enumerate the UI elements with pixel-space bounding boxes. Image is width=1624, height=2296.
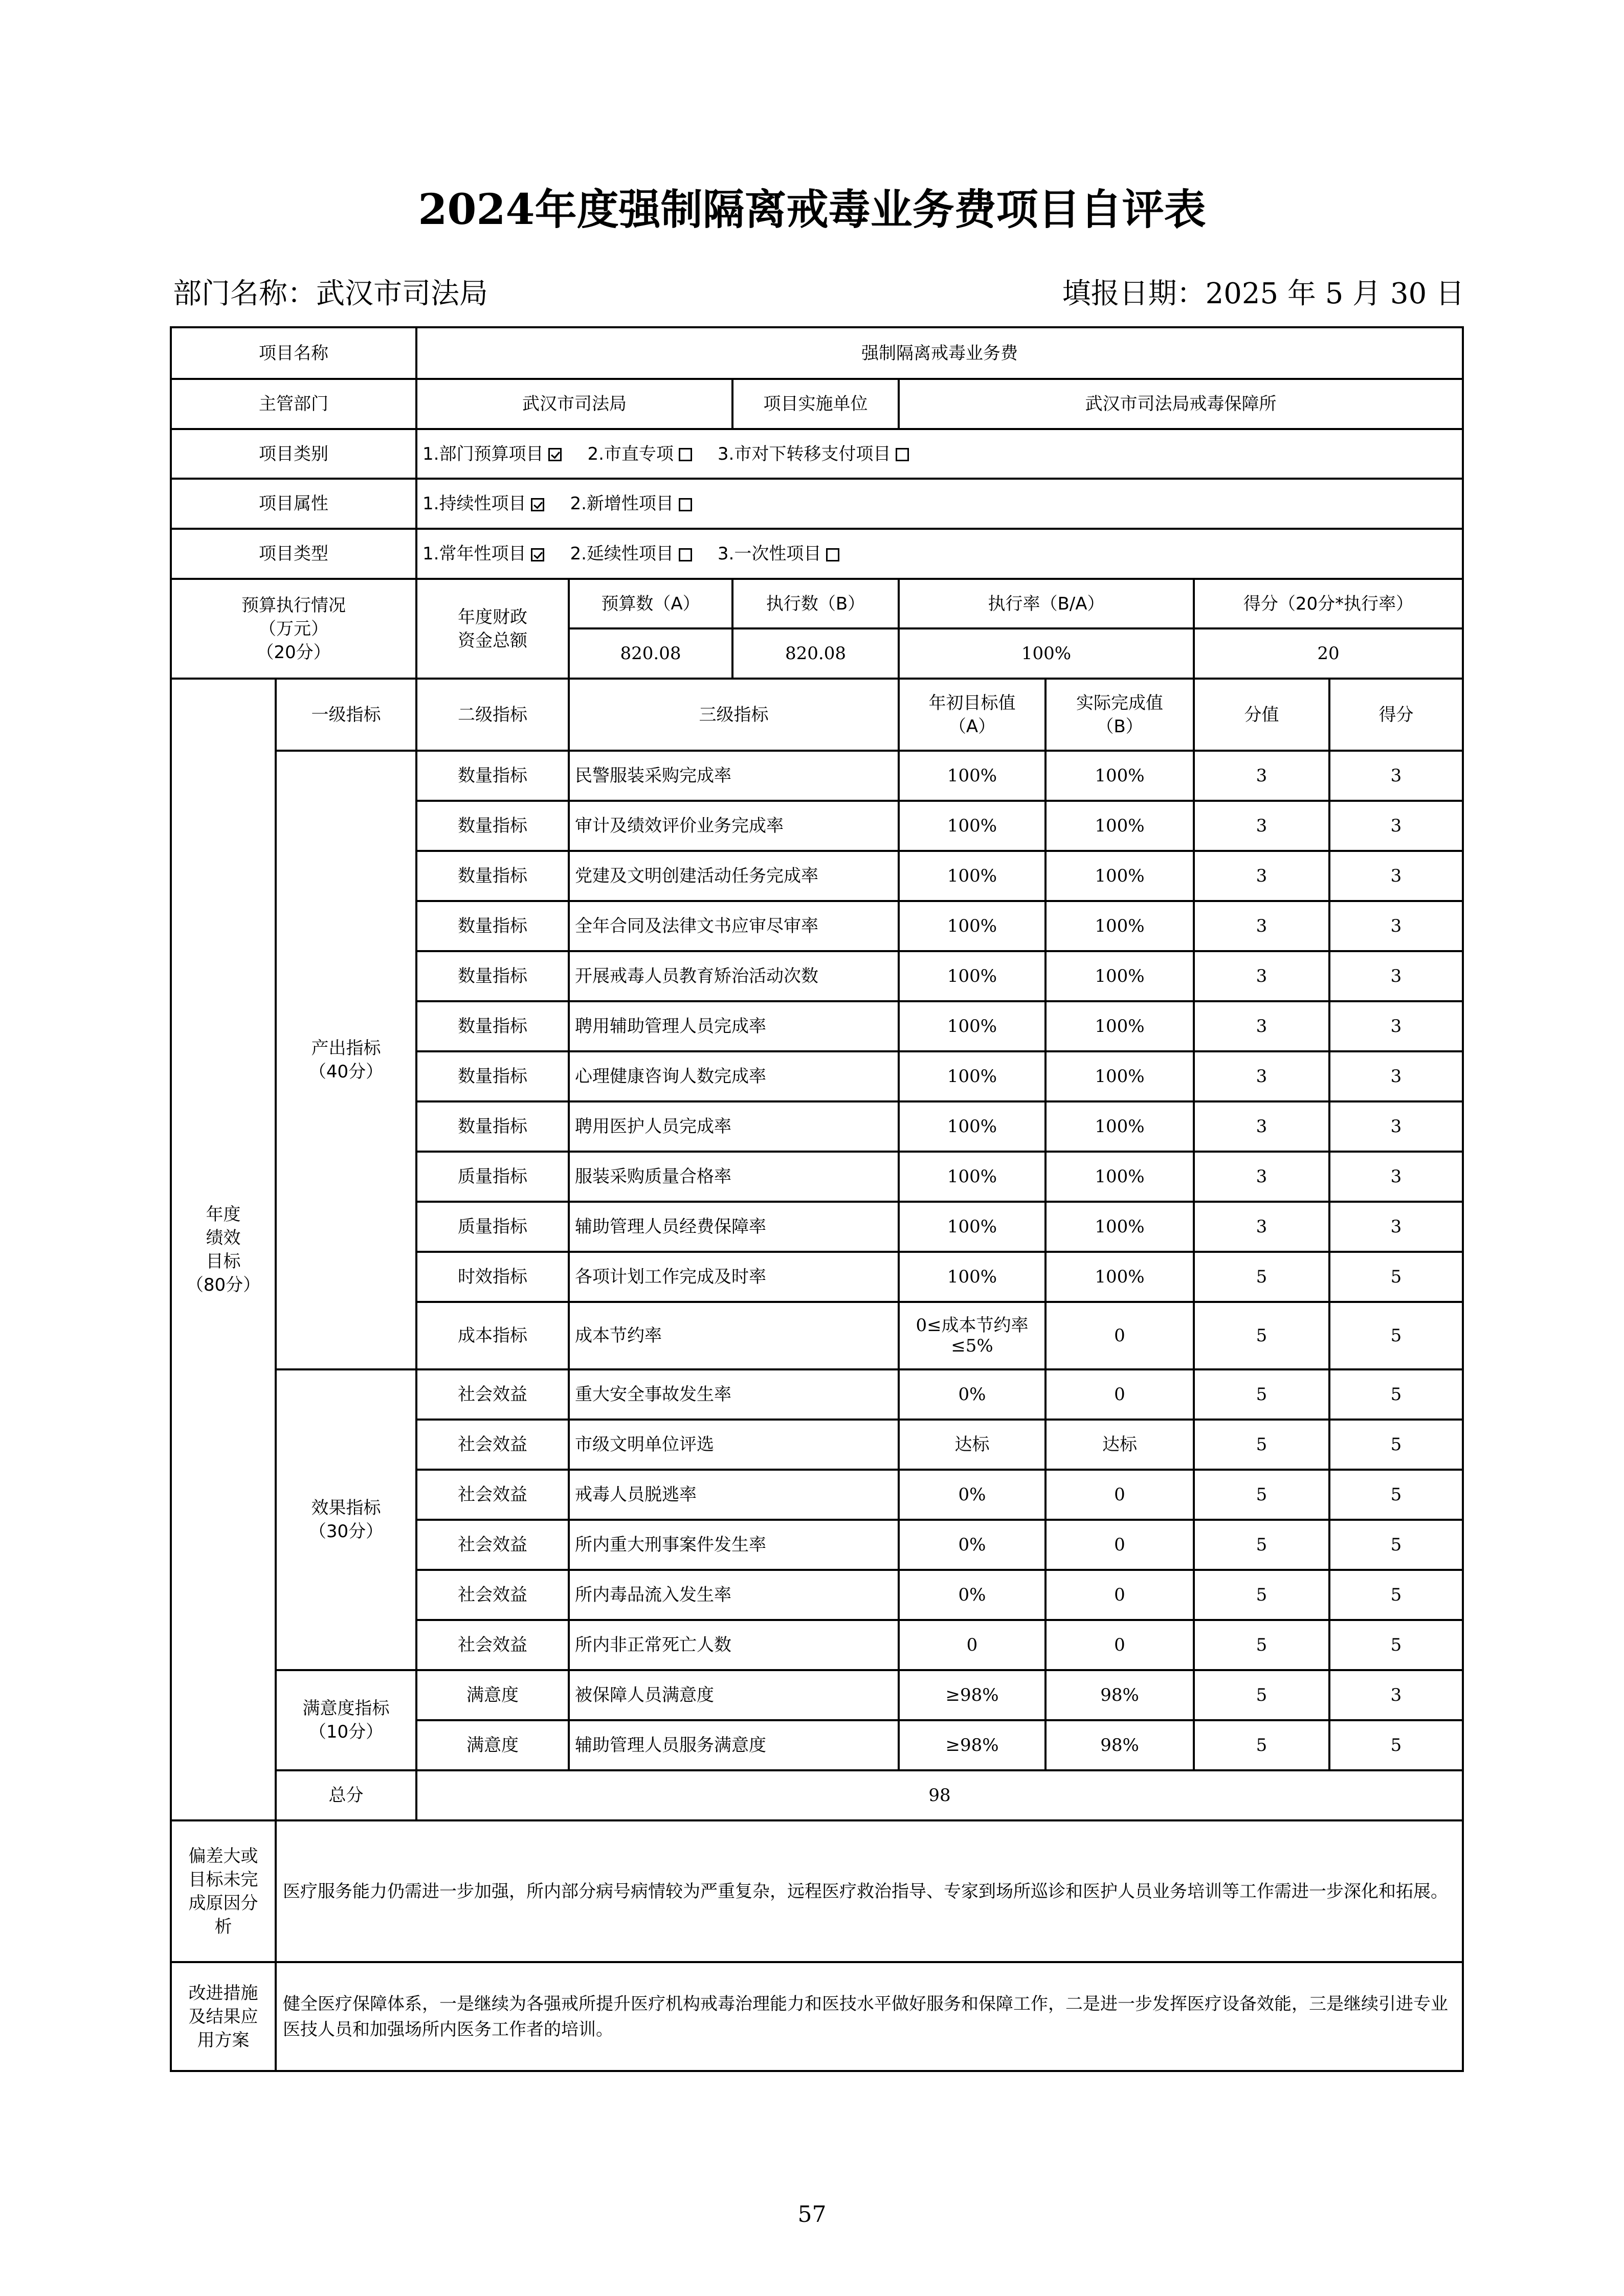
row-project-name — [171, 327, 1463, 379]
option-item — [422, 492, 549, 515]
level2-indicator: 数量指标 — [416, 851, 569, 901]
row-budget-head — [171, 579, 1463, 628]
option-label: 3.一次性项目 — [717, 544, 821, 564]
label-budget — [171, 579, 416, 679]
score-value: 5 — [1329, 1620, 1463, 1670]
target-value: 100% — [899, 1202, 1045, 1252]
target-value: 100% — [899, 1001, 1045, 1051]
actual-value: 0 — [1045, 1520, 1194, 1570]
level2-indicator: 数量指标 — [416, 751, 569, 801]
weight-value: 3 — [1194, 1202, 1329, 1252]
weight-value: 5 — [1194, 1670, 1329, 1720]
row-total — [171, 1770, 1463, 1820]
label-total: 总分 — [276, 1770, 416, 1820]
level3-indicator: 所内毒品流入发生率 — [569, 1570, 899, 1620]
actual-value: 100% — [1045, 1252, 1194, 1302]
level3-indicator: 聘用辅助管理人员完成率 — [569, 1001, 899, 1051]
option-label: 2.市直专项 — [587, 443, 674, 464]
weight-value: 3 — [1194, 1051, 1329, 1101]
row-perf-head — [171, 679, 1463, 751]
actual-value: 100% — [1045, 1101, 1194, 1152]
target-value: 100% — [899, 1252, 1045, 1302]
header-score: 得分 — [1329, 679, 1463, 751]
target-value: 100% — [899, 901, 1045, 951]
actual-value: 100% — [1045, 751, 1194, 801]
level3-indicator: 党建及文明创建活动任务完成率 — [569, 851, 899, 901]
score-value: 3 — [1329, 1051, 1463, 1101]
target-value: 0 — [899, 1620, 1045, 1670]
checked-box-icon[interactable] — [531, 498, 544, 511]
level3-indicator: 辅助管理人员经费保障率 — [569, 1202, 899, 1252]
option-item — [718, 542, 844, 566]
target-value: 100% — [899, 851, 1045, 901]
actual-value: 0 — [1045, 1302, 1194, 1369]
label-line: 及结果应 — [188, 2006, 258, 2027]
header-target — [899, 679, 1045, 751]
label-line: （20分） — [256, 642, 331, 663]
level2-indicator: 质量指标 — [416, 1152, 569, 1202]
level3-indicator: 全年合同及法律文书应审尽审率 — [569, 901, 899, 951]
level2-indicator: 成本指标 — [416, 1302, 569, 1369]
option-label: 1.常年性项目 — [422, 544, 526, 564]
deviation-text: 医疗服务能力仍需进一步加强，所内部分病号病情较为严重复杂，远程医疗救治指导、专家到场所巡诊和医护人员业务培训等工作需进一步深化和拓展。 — [276, 1820, 1463, 1962]
label-perf — [171, 679, 276, 1820]
row-category — [171, 429, 1463, 479]
score-value: 3 — [1329, 1101, 1463, 1152]
label-line: 成原因分 — [188, 1893, 258, 1914]
header-exec-b: 执行数（B） — [732, 579, 899, 628]
header-level3: 三级指标 — [569, 679, 899, 751]
category-options — [416, 429, 1463, 479]
label-line: 年度 — [206, 1204, 241, 1225]
level3-indicator: 各项计划工作完成及时率 — [569, 1252, 899, 1302]
weight-value: 3 — [1194, 1152, 1329, 1202]
weight-value: 5 — [1194, 1369, 1329, 1420]
weight-value: 3 — [1194, 1101, 1329, 1152]
indicator-row — [171, 1670, 1463, 1720]
target-value: 0≤成本节约率≤5% — [899, 1302, 1045, 1369]
level2-indicator: 社会效益 — [416, 1369, 569, 1420]
checked-box-icon[interactable] — [531, 548, 544, 561]
row-attr — [171, 479, 1463, 529]
weight-value: 5 — [1194, 1470, 1329, 1520]
actual-value: 达标 — [1045, 1420, 1194, 1470]
level2-indicator: 数量指标 — [416, 901, 569, 951]
actual-value: 98% — [1045, 1720, 1194, 1770]
level3-indicator: 服装采购质量合格率 — [569, 1152, 899, 1202]
level3-indicator: 成本节约率 — [569, 1302, 899, 1369]
weight-value: 5 — [1194, 1570, 1329, 1620]
department-name: 部门名称：武汉市司法局 — [173, 277, 488, 310]
weight-value: 5 — [1194, 1302, 1329, 1369]
score-value: 3 — [1329, 801, 1463, 851]
row-type — [171, 529, 1463, 579]
score-value: 3 — [1329, 951, 1463, 1001]
level2-indicator: 数量指标 — [416, 1101, 569, 1152]
level3-indicator: 市级文明单位评选 — [569, 1420, 899, 1470]
level2-indicator: 社会效益 — [416, 1470, 569, 1520]
score-value: 3 — [1329, 1670, 1463, 1720]
target-value: 100% — [899, 801, 1045, 851]
level2-indicator: 数量指标 — [416, 1051, 569, 1101]
weight-value: 3 — [1194, 951, 1329, 1001]
unchecked-box-icon[interactable] — [896, 448, 909, 461]
label-deviation — [171, 1820, 276, 1962]
level2-indicator: 数量指标 — [416, 1001, 569, 1051]
level3-indicator: 所内重大刑事案件发生率 — [569, 1520, 899, 1570]
target-value: 100% — [899, 751, 1045, 801]
level3-indicator: 所内非正常死亡人数 — [569, 1620, 899, 1670]
option-item — [718, 442, 914, 466]
label-line: 实际完成值 — [1076, 692, 1163, 713]
level2-indicator: 数量指标 — [416, 951, 569, 1001]
row-dept — [171, 379, 1463, 429]
actual-value: 100% — [1045, 901, 1194, 951]
label-fund-total — [416, 579, 569, 679]
type-options — [416, 529, 1463, 579]
label-line: （80分） — [186, 1274, 261, 1295]
option-label: 1.部门预算项目 — [422, 443, 544, 464]
page-title: 2024年度强制隔离戒毒业务费项目自评表 — [418, 185, 1206, 234]
label-line: 预算执行情况 — [241, 595, 346, 616]
target-value: 100% — [899, 951, 1045, 1001]
label-impl: 项目实施单位 — [732, 379, 899, 429]
label-dept: 主管部门 — [171, 379, 416, 429]
unchecked-box-icon[interactable] — [826, 548, 839, 561]
score-value: 5 — [1329, 1720, 1463, 1770]
weight-value: 5 — [1194, 1252, 1329, 1302]
header-exec-rate: 执行率（B/A） — [899, 579, 1194, 628]
option-item — [422, 542, 549, 566]
row-deviation — [171, 1820, 1463, 1962]
label-line: 年度财政 — [458, 606, 527, 627]
weight-value: 3 — [1194, 901, 1329, 951]
level2-indicator: 社会效益 — [416, 1620, 569, 1670]
level3-indicator: 审计及绩效评价业务完成率 — [569, 801, 899, 851]
label-line: （B） — [1096, 716, 1143, 737]
label-line: 产出指标 — [311, 1038, 381, 1059]
improvement-text: 健全医疗保障体系，一是继续为各强戒所提升医疗机构戒毒治理能力和医技水平做好服务和保障工作，二是进一步发挥医疗设备效能，三是继续引进专业医技人员和加强场所内医务工作者的培训。 — [276, 1962, 1463, 2071]
project-name: 强制隔离戒毒业务费 — [416, 327, 1463, 379]
target-value: 100% — [899, 1101, 1045, 1152]
actual-value: 0 — [1045, 1570, 1194, 1620]
header-weight: 分值 — [1194, 679, 1329, 751]
score-value: 5 — [1329, 1570, 1463, 1620]
indicator-row — [171, 751, 1463, 801]
impl: 武汉市司法局戒毒保障所 — [899, 379, 1463, 429]
label-line: （30分） — [308, 1521, 384, 1542]
label-line: （10分） — [308, 1722, 384, 1742]
unchecked-box-icon[interactable] — [679, 548, 692, 561]
fill-date: 填报日期：2025 年 5 月 30 日 — [1062, 277, 1464, 310]
label-line: 析 — [214, 1916, 232, 1937]
level2-indicator: 社会效益 — [416, 1520, 569, 1570]
label-line: 用方案 — [197, 2030, 250, 2051]
actual-value: 100% — [1045, 851, 1194, 901]
score-value: 3 — [1329, 1202, 1463, 1252]
label-line: 偏差大或 — [188, 1845, 258, 1866]
score-value: 3 — [1329, 851, 1463, 901]
option-label: 2.延续性项目 — [570, 544, 674, 564]
weight-value: 5 — [1194, 1620, 1329, 1670]
label-line: 资金总额 — [458, 630, 527, 651]
actual-value: 100% — [1045, 1152, 1194, 1202]
label-line: 年初目标值 — [928, 692, 1016, 713]
level3-indicator: 聘用医护人员完成率 — [569, 1101, 899, 1152]
label-line: 绩效 — [206, 1227, 241, 1248]
label-attr: 项目属性 — [171, 479, 416, 529]
exec-rate: 100% — [899, 628, 1194, 679]
target-value: 达标 — [899, 1420, 1045, 1470]
target-value: 0% — [899, 1520, 1045, 1570]
label-line: 效果指标 — [311, 1498, 381, 1518]
level1-indicator — [276, 1369, 416, 1670]
label-line: 满意度指标 — [302, 1698, 390, 1719]
target-value: 0% — [899, 1369, 1045, 1420]
level3-indicator: 重大安全事故发生率 — [569, 1369, 899, 1420]
header-level2: 二级指标 — [416, 679, 569, 751]
header-budget-a: 预算数（A） — [569, 579, 732, 628]
level2-indicator: 数量指标 — [416, 801, 569, 851]
label-line: 改进措施 — [188, 1983, 258, 2004]
actual-value: 100% — [1045, 801, 1194, 851]
self-evaluation-table — [170, 326, 1464, 2072]
score-value: 5 — [1329, 1302, 1463, 1369]
option-label: 2.新增性项目 — [570, 493, 674, 514]
actual-value: 100% — [1045, 1001, 1194, 1051]
score-value: 3 — [1329, 1152, 1463, 1202]
option-item — [570, 492, 697, 515]
label-type: 项目类型 — [171, 529, 416, 579]
score-value: 5 — [1329, 1252, 1463, 1302]
weight-value: 5 — [1194, 1520, 1329, 1570]
budget-score: 20 — [1194, 628, 1463, 679]
actual-value: 100% — [1045, 1051, 1194, 1101]
weight-value: 3 — [1194, 751, 1329, 801]
row-improvement — [171, 1962, 1463, 2071]
score-value: 5 — [1329, 1470, 1463, 1520]
label-line: （万元） — [259, 618, 328, 639]
label-improvement — [171, 1962, 276, 2071]
score-value: 3 — [1329, 901, 1463, 951]
level3-indicator: 开展戒毒人员教育矫治活动次数 — [569, 951, 899, 1001]
option-label: 1.持续性项目 — [422, 493, 526, 514]
level3-indicator: 心理健康咨询人数完成率 — [569, 1051, 899, 1101]
weight-value: 3 — [1194, 851, 1329, 901]
unchecked-box-icon[interactable] — [679, 448, 692, 461]
target-value: 0% — [899, 1570, 1045, 1620]
indicator-row — [171, 1369, 1463, 1420]
actual-value: 100% — [1045, 951, 1194, 1001]
level3-indicator: 戒毒人员脱逃率 — [569, 1470, 899, 1520]
label-line: （A） — [948, 716, 996, 737]
level1-indicator — [276, 1670, 416, 1770]
weight-value: 3 — [1194, 801, 1329, 851]
label-project-name: 项目名称 — [171, 327, 416, 379]
target-value: 100% — [899, 1051, 1045, 1101]
budget-a: 820.08 — [569, 628, 732, 679]
page-number: 57 — [797, 2201, 827, 2227]
header-budget-score: 得分（20分*执行率） — [1194, 579, 1463, 628]
level3-indicator: 民警服装采购完成率 — [569, 751, 899, 801]
exec-b: 820.08 — [732, 628, 899, 679]
weight-value: 5 — [1194, 1420, 1329, 1470]
actual-value: 0 — [1045, 1470, 1194, 1520]
score-value: 5 — [1329, 1369, 1463, 1420]
weight-value: 3 — [1194, 1001, 1329, 1051]
label-line: （40分） — [308, 1062, 384, 1082]
level2-indicator: 社会效益 — [416, 1570, 569, 1620]
actual-value: 100% — [1045, 1202, 1194, 1252]
actual-value: 98% — [1045, 1670, 1194, 1720]
option-item — [570, 542, 697, 566]
level2-indicator: 社会效益 — [416, 1420, 569, 1470]
level1-indicator — [276, 751, 416, 1369]
dept: 武汉市司法局 — [416, 379, 732, 429]
checked-box-icon[interactable] — [548, 448, 562, 461]
level2-indicator: 满意度 — [416, 1670, 569, 1720]
score-value: 3 — [1329, 751, 1463, 801]
score-value: 5 — [1329, 1520, 1463, 1570]
option-label: 3.市对下转移支付项目 — [717, 443, 891, 464]
score-value: 3 — [1329, 1001, 1463, 1051]
level2-indicator: 时效指标 — [416, 1252, 569, 1302]
target-value: ≥98% — [899, 1670, 1045, 1720]
actual-value: 0 — [1045, 1620, 1194, 1670]
header-level1: 一级指标 — [276, 679, 416, 751]
score-value: 5 — [1329, 1420, 1463, 1470]
target-value: ≥98% — [899, 1720, 1045, 1770]
level2-indicator: 满意度 — [416, 1720, 569, 1770]
weight-value: 5 — [1194, 1720, 1329, 1770]
level3-indicator: 被保障人员满意度 — [569, 1670, 899, 1720]
level3-indicator: 辅助管理人员服务满意度 — [569, 1720, 899, 1770]
attr-options — [416, 479, 1463, 529]
header-actual — [1045, 679, 1194, 751]
target-value: 0% — [899, 1470, 1045, 1520]
option-item — [422, 442, 567, 466]
label-category: 项目类别 — [171, 429, 416, 479]
unchecked-box-icon[interactable] — [679, 498, 692, 511]
option-item — [587, 442, 697, 466]
total-score: 98 — [416, 1770, 1463, 1820]
label-line: 目标未完 — [188, 1869, 258, 1890]
target-value: 100% — [899, 1152, 1045, 1202]
actual-value: 0 — [1045, 1369, 1194, 1420]
label-line: 目标 — [206, 1251, 241, 1272]
level2-indicator: 质量指标 — [416, 1202, 569, 1252]
